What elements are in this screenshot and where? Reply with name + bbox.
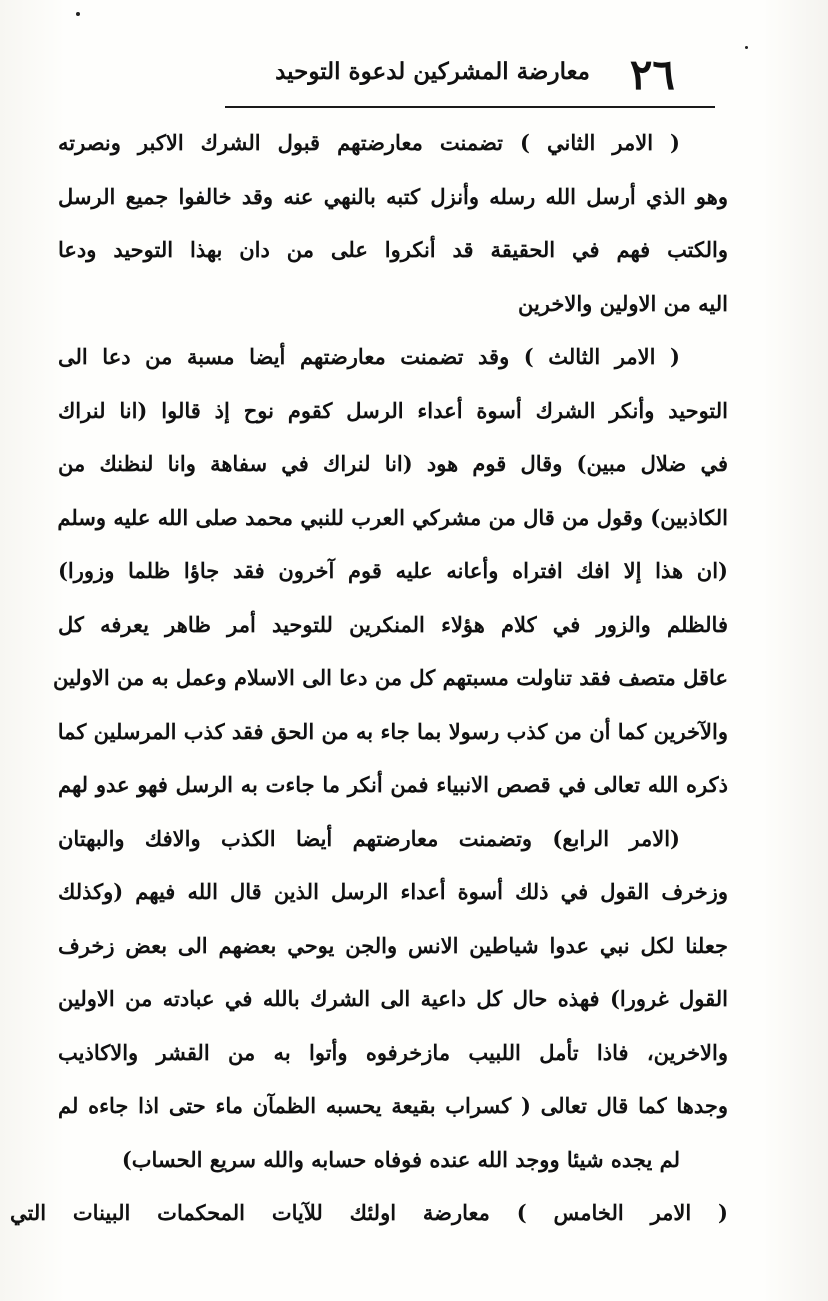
text-line: ( الامر الخامس ) معارضة اولئك للآيات المحكمات البينات التي <box>10 1200 728 1225</box>
text-line: عاقل متصف فقد تناولت مسبتهم كل من دعا الى الاسلام وعمل به من الاولين <box>52 665 728 690</box>
text-line: التوحيد وأنكر الشرك أسوة أعداء الرسل كقوم نوح إذ قالوا (انا لنراك <box>58 397 728 423</box>
text-line: والكتب فهم في الحقيقة قد أنكروا على من دان بهذا التوحيد ودعا <box>58 237 728 262</box>
text-line: لم يجده شيئا ووجد الله عنده فوفاه حسابه والله سريع الحساب) <box>121 1146 680 1172</box>
text-line: والاخرين، فاذا تأمل اللبيب مازخرفوه وأتوا به من القشر والاكاذيب <box>58 1039 728 1065</box>
page-header <box>225 44 715 106</box>
text-line: وهو الذي أرسل الله رسله وأنزل كتبه بالنهي عنه وقد خالفوا جميع الرسل <box>58 183 728 209</box>
text-line: في ضلال مبين) وقال قوم هود (انا لنراك في سفاهة وانا لنظنك من <box>58 451 728 476</box>
text-line: الكاذبين) وقول من قال من مشركي العرب للنبي محمد صلى الله عليه وسلم <box>57 504 728 530</box>
page-number: ٢٦ <box>629 50 675 99</box>
text-line: وزخرف القول في ذلك أسوة أعداء الرسل الذين قال الله فيهم (وكذلك <box>58 879 728 904</box>
text-line: اليه من الاولين والاخرين <box>517 290 728 316</box>
ink-speck <box>745 46 748 49</box>
ink-speck <box>76 12 80 16</box>
text-line: فالظلم والزور في كلام هؤلاء المنكرين للتوحيد أمر ظاهر يعرفه كل <box>58 611 728 637</box>
text-line: وجدها كما قال تعالى ( كسراب بقيعة يحسبه الظمآن ماء حتى اذا جاءه لم <box>58 1093 728 1118</box>
header-rule <box>225 106 715 108</box>
text-line: ( الامر الثاني ) تضمنت معارضتهم قبول الشرك الاكبر ونصرته <box>58 130 680 155</box>
text-line: القول غرورا) فهذه حال كل داعية الى الشرك بالله في عبادته من الاولين <box>58 986 728 1011</box>
text-line: جعلنا لكل نبي عدوا شياطين الانس والجن يوحي بعضهم الى بعض زخرف <box>58 932 728 958</box>
body-text <box>10 116 728 1240</box>
text-line: ( الامر الثالث ) وقد تضمنت معارضتهم أيضا مسبة من دعا الى <box>58 344 680 369</box>
text-line: والآخرين كما أن من كذب رسولا بما جاء به من الحق فقد كذب المرسلين كما <box>57 718 728 744</box>
text-line: (الامر الرابع) وتضمنت معارضتهم أيضا الكذب والافك والبهتان <box>58 825 680 851</box>
text-line: ذكره الله تعالى في قصص الانبياء فمن أنكر ما جاءت به الرسل فهو عدو لهم <box>58 772 728 797</box>
text-line: (ان هذا إلا افك افتراه وأعانه عليه قوم آخرون فقد جاؤا ظلما وزورا) <box>58 558 728 583</box>
running-title: معارضة المشركين لدعوة التوحيد <box>275 58 590 85</box>
